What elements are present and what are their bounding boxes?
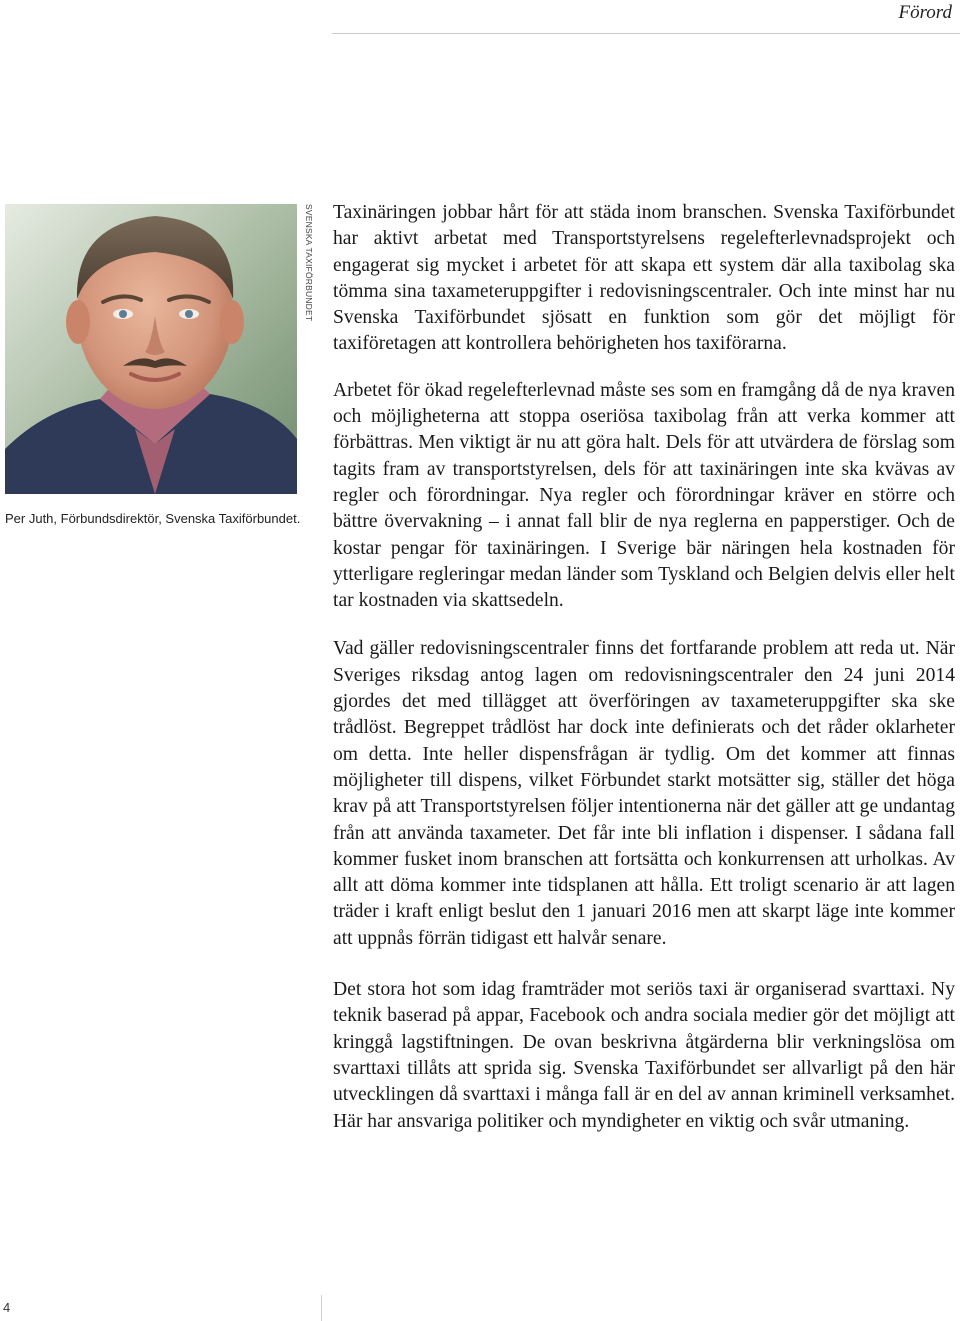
- paragraph: Arbetet för ökad regelefterlevnad måste ses som en framgång då de nya kraven och möjligheterna att stoppa oseriösa taxibolag från att verka kommer att förbättras. Men viktigt är nu att göra halt. Dels för att utvärdera de förslag som tagits fram av transportstyrelsen, dels för att taxinäringen inte ska kvävas av regler och förordningar. Nya regler och förordningar kräver en större och bättre övervakning – i annat fall blir de nya reglerna en papperstiger. Och de kostar pengar för taxinäringen. I Sverige bär näringen hela kostnaden för ytterligare regleringar medan länder som Tyskland och Belgien delvis eller helt tar kostnaden via skattsedeln.: [333, 379, 955, 612]
- paragraph: Vad gäller redovisningscentraler finns det fortfarande problem att reda ut. När Sveriges riksdag antog lagen om redovisningscentraler den 24 juni 2014 gjordes det med tillägget att överföringen av taxameteruppgifter ska ske trådlöst. Begreppet trådlöst har dock inte definierats och det råder oklarheter om detta. Inte heller dispensfrågan är tydlig. Om det kommer att finnas möjligheter till dispens, vilket Förbundet starkt motsätter sig, ställer det höga krav på att Transportstyrelsen följer intentionerna när det gäller att ge undantag från att använda taxameter. Det får inte bli inflation i dispenser. I sådana fall kommer fusket inom branschen att fortsätta och konkurrensen att urholkas. Av allt att döma kommer inte tidsplanen att hålla. Ett troligt scenario är att lagen träder i kraft enligt beslut den 1 januari 2016 men att skarpt läge inte kommer att uppnås förrän tidigast ett halvår senare.: [333, 638, 955, 949]
- paragraph: Taxinäringen jobbar hårt för att städa inom branschen. Svenska Taxiförbundet har aktivt arbetat med Transportstyrelsens regelefterlevnadsprojekt och engagerat sig mycket i arbetet för att skapa ett system där alla taxibolag ska tömma sina taxameteruppgifter i redovisningscentraler. Och inte minst har nu Svenska Taxiförbundet sjösatt en funktion som gör det möjligt för taxiföretagen att kontrollera behörigheten hos taxiförarna.: [333, 202, 955, 355]
- section-title: Förord: [898, 2, 952, 23]
- paragraph: Det stora hot som idag framträder mot seriös taxi är organiserad svarttaxi. Ny teknik baserad på appar, Facebook och andra sociala medier gör det möjligt att kringgå lagstiftningen. De ovan beskrivna åtgärderna blir verkningslösa om svarttaxi tillåts att sprida sig. Svenska Taxiförbundet ser allvarligt på den här utvecklingen då svarttaxi i många fall är en del av annan kriminell verksamhet. Här har ansvariga politiker och myndigheter en viktig och svår utmaning.: [333, 979, 955, 1132]
- photo-credit: SVENSKA TAXIFÖRBUNDET: [304, 204, 314, 322]
- portrait-photo: [5, 204, 297, 494]
- page-number: 4: [3, 1300, 11, 1315]
- header-divider: [332, 33, 960, 34]
- footer-divider: [321, 1295, 322, 1321]
- photo-caption: Per Juth, Förbundsdirektör, Svenska Taxiförbundet.: [5, 511, 301, 526]
- article-body: [333, 200, 955, 1155]
